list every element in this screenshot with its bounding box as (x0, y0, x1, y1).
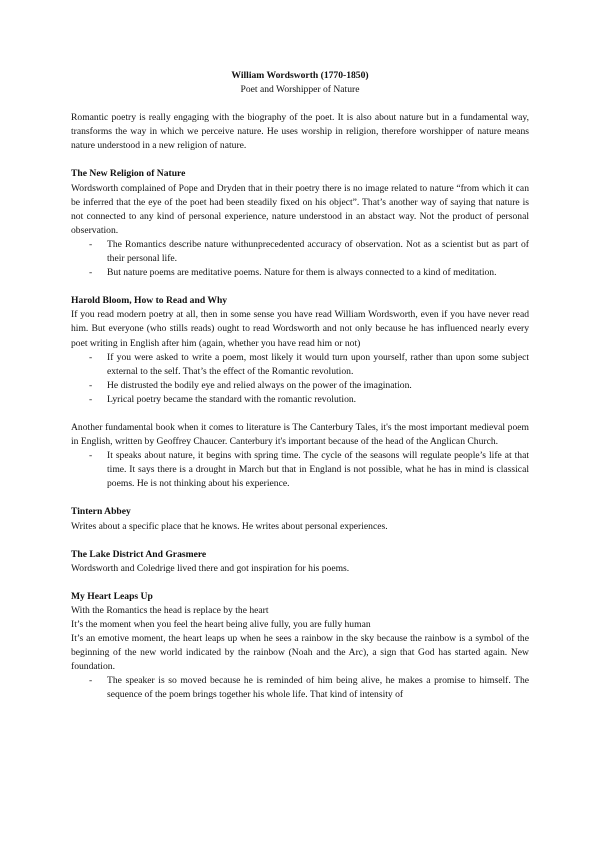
canterbury-bullet-list (71, 449, 529, 491)
list-item: - He distrusted the bodily eye and relied always on the power of the imagination. (107, 379, 529, 393)
heart-line-2: It’s the moment when you feel the heart being alive fully, you are fully human (71, 619, 371, 630)
religion-paragraph: Wordsworth complained of Pope and Dryden that in their poetry there is no image related to nature “from which it can be inferred that the eye of the poet had been steadily fixed on his object”. That’s another way of saying that nature is not connected to any kind of personal experience, nature understood in an abstact way. Not the product of personal observation. (71, 182, 529, 236)
section-heading-tintern: Tintern Abbey (71, 506, 131, 518)
list-item: - If you were asked to write a poem, most likely it would turn upon yourself, rather than upon some subject external to the self. That’s the effect of the Romantic revolution. (107, 351, 529, 379)
list-item: - The Romantics describe nature withunprecedented accuracy of observation. Not as a scientist but as part of their personal life. (107, 238, 529, 266)
document-subtitle: Poet and Worshipper of Nature (240, 84, 360, 96)
list-item: - It speaks about nature, it begins with spring time. The cycle of the seasons will regulate people’s life at that time. It says there is a drought in March but that in England is not possible, what he has in mind is classical poems. He is not thinking about his experience. (107, 449, 529, 491)
bloom-bullet-list (71, 351, 529, 407)
intro-paragraph: Romantic poetry is really engaging with the biography of the poet. It is also about nature but in a fundamental way, transforms the way in which we perceive nature. He uses worship in religion, therefore worshipper of nature means nature understood in a new religion of nature. (71, 112, 529, 152)
lake-paragraph: Wordsworth and Coledrige lived there and got inspiration for his poems. (71, 562, 350, 574)
list-item: - Lyrical poetry became the standard with the romantic revolution. (107, 393, 529, 407)
section-heading-bloom: Harold Bloom, How to Read and Why (71, 295, 228, 307)
heart-paragraph: It’s an emotive moment, the heart leaps up when he sees a rainbow in the sky because the rainbow is a symbol of the beginning of the new world indicated by the rainbow (Noah and the Arc), a sign that God has started again. New foundation. (71, 633, 529, 673)
canterbury-paragraph: Another fundamental book when it comes to literature is The Canterbury Tales, it's the most important medieval poem in English, written by Geoffrey Chaucer. Canterbury it's important because of the head of the Anglican Church. (71, 421, 529, 448)
list-item: - The speaker is so moved because he is reminded of him being alive, he makes a promise to himself. The sequence of the poem brings together his whole life. That kind of intensity of (107, 674, 529, 702)
religion-bullet-list (71, 238, 529, 280)
list-item: - But nature poems are meditative poems. Nature for them is always connected to a kind of meditation. (107, 266, 529, 280)
section-heading-lake: The Lake District And Grasmere (71, 548, 207, 560)
document-title: William Wordsworth (1770-1850) (231, 70, 369, 81)
heart-bullet-list (71, 674, 529, 702)
section-heading-heart: My Heart Leaps Up (71, 590, 153, 602)
bloom-paragraph: If you read modern poetry at all, then in some sense you have read William Wordsworth, even if you have never read him. But everyone (who stills reads) ought to read Wordsworth and not only because he has influenced nearly every poet writing in English after him (again, whether you have read him or not) (71, 309, 529, 349)
tintern-paragraph: Writes about a specific place that he knows. He writes about personal experiences. (71, 520, 388, 532)
heart-line-1: With the Romantics the head is replace by the heart (71, 604, 269, 616)
section-heading-religion: The New Religion of Nature (71, 168, 186, 180)
